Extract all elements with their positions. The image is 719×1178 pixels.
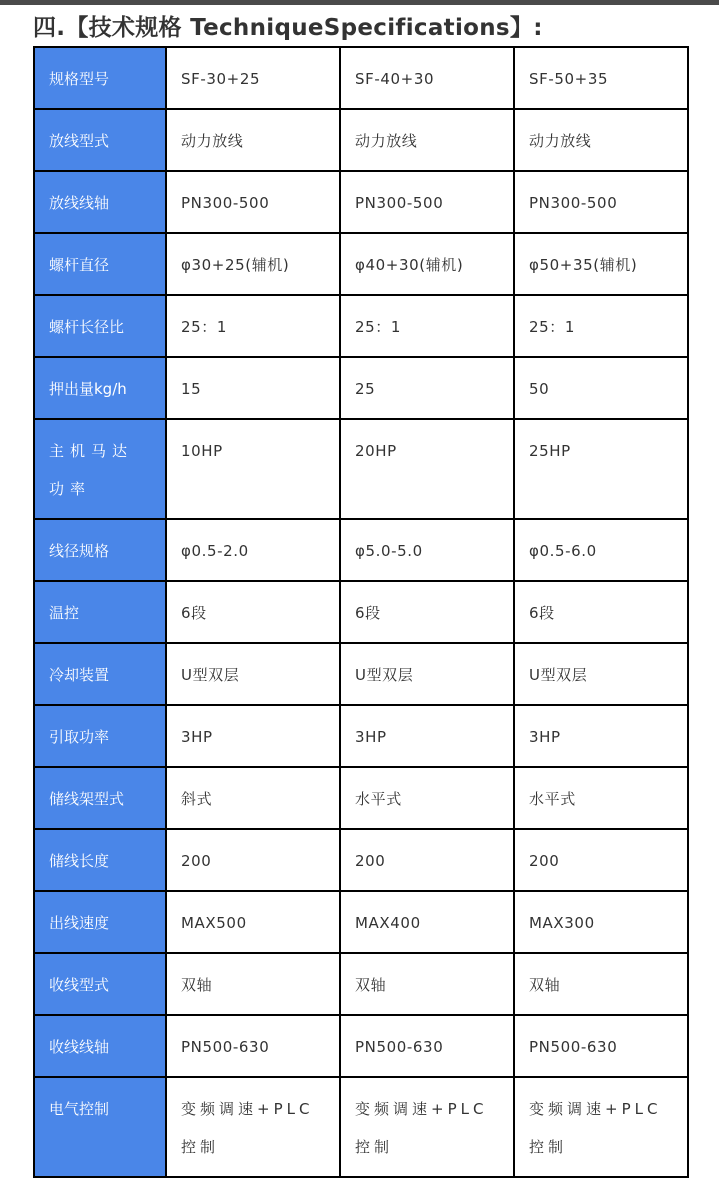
table-cell: 动力放线 <box>166 109 340 171</box>
table-cell: 动力放线 <box>514 109 688 171</box>
row-label: 冷却装置 <box>34 643 166 705</box>
table-cell: φ50+35(辅机) <box>514 233 688 295</box>
row-label: 温控 <box>34 581 166 643</box>
table-cell: 6段 <box>514 581 688 643</box>
table-cell: 水平式 <box>340 767 514 829</box>
table-row <box>34 581 688 643</box>
row-label: 放线线轴 <box>34 171 166 233</box>
spec-table <box>33 46 689 1178</box>
table-row <box>34 705 688 767</box>
table-cell: MAX500 <box>166 891 340 953</box>
table-row <box>34 519 688 581</box>
table-cell: U型双层 <box>166 643 340 705</box>
table-cell: 斜式 <box>166 767 340 829</box>
table-row <box>34 643 688 705</box>
table-cell: 20HP <box>340 419 514 519</box>
table-cell: 10HP <box>166 419 340 519</box>
table-cell: φ0.5-2.0 <box>166 519 340 581</box>
table-cell: 双轴 <box>340 953 514 1015</box>
table-cell: φ40+30(辅机) <box>340 233 514 295</box>
row-label: 螺杆直径 <box>34 233 166 295</box>
table-cell: PN500-630 <box>340 1015 514 1077</box>
table-cell: 变频调速+PLC控制 <box>340 1077 514 1177</box>
table-cell: 200 <box>514 829 688 891</box>
table-cell: 25HP <box>514 419 688 519</box>
table-cell: 25：1 <box>514 295 688 357</box>
table-row <box>34 233 688 295</box>
table-row <box>34 295 688 357</box>
table-cell: PN300-500 <box>340 171 514 233</box>
table-cell: U型双层 <box>514 643 688 705</box>
row-label: 储线架型式 <box>34 767 166 829</box>
table-row <box>34 171 688 233</box>
table-cell: MAX400 <box>340 891 514 953</box>
row-label: 放线型式 <box>34 109 166 171</box>
table-cell: 25 <box>340 357 514 419</box>
row-label: 出线速度 <box>34 891 166 953</box>
row-label: 引取功率 <box>34 705 166 767</box>
table-cell: PN300-500 <box>166 171 340 233</box>
table-cell: 双轴 <box>514 953 688 1015</box>
row-label: 押出量kg/h <box>34 357 166 419</box>
table-cell: 双轴 <box>166 953 340 1015</box>
table-cell: PN300-500 <box>514 171 688 233</box>
table-cell: 3HP <box>340 705 514 767</box>
table-row <box>34 109 688 171</box>
table-cell: φ0.5-6.0 <box>514 519 688 581</box>
table-row <box>34 419 688 519</box>
table-cell: 水平式 <box>514 767 688 829</box>
table-row <box>34 1015 688 1077</box>
table-cell: 200 <box>340 829 514 891</box>
table-row <box>34 767 688 829</box>
table-cell: φ30+25(辅机) <box>166 233 340 295</box>
table-row <box>34 47 688 109</box>
spec-table-body <box>34 47 688 1177</box>
section-title: 四.【技术规格 TechniqueSpecifications】: <box>33 15 543 41</box>
table-cell: SF-40+30 <box>340 47 514 109</box>
table-cell: 变频调速+PLC控制 <box>166 1077 340 1177</box>
table-row <box>34 829 688 891</box>
table-cell: 变频调速+PLC控制 <box>514 1077 688 1177</box>
row-label: 收线线轴 <box>34 1015 166 1077</box>
table-cell: 200 <box>166 829 340 891</box>
table-cell: 动力放线 <box>340 109 514 171</box>
table-cell: 3HP <box>166 705 340 767</box>
row-label: 储线长度 <box>34 829 166 891</box>
table-cell: SF-30+25 <box>166 47 340 109</box>
table-row <box>34 1077 688 1177</box>
table-cell: 3HP <box>514 705 688 767</box>
table-cell: 6段 <box>166 581 340 643</box>
row-label: 规格型号 <box>34 47 166 109</box>
table-cell: 50 <box>514 357 688 419</box>
row-label: 线径规格 <box>34 519 166 581</box>
table-cell: 25：1 <box>166 295 340 357</box>
table-cell: SF-50+35 <box>514 47 688 109</box>
table-cell: 25：1 <box>340 295 514 357</box>
row-label: 收线型式 <box>34 953 166 1015</box>
table-cell: 6段 <box>340 581 514 643</box>
table-row <box>34 891 688 953</box>
table-cell: PN500-630 <box>514 1015 688 1077</box>
row-label: 主机马达功率 <box>34 419 166 519</box>
table-cell: 15 <box>166 357 340 419</box>
top-edge-strip <box>0 0 719 5</box>
table-row <box>34 357 688 419</box>
table-cell: U型双层 <box>340 643 514 705</box>
table-cell: MAX300 <box>514 891 688 953</box>
row-label: 电气控制 <box>34 1077 166 1177</box>
row-label: 螺杆长径比 <box>34 295 166 357</box>
table-cell: φ5.0-5.0 <box>340 519 514 581</box>
table-cell: PN500-630 <box>166 1015 340 1077</box>
table-row <box>34 953 688 1015</box>
